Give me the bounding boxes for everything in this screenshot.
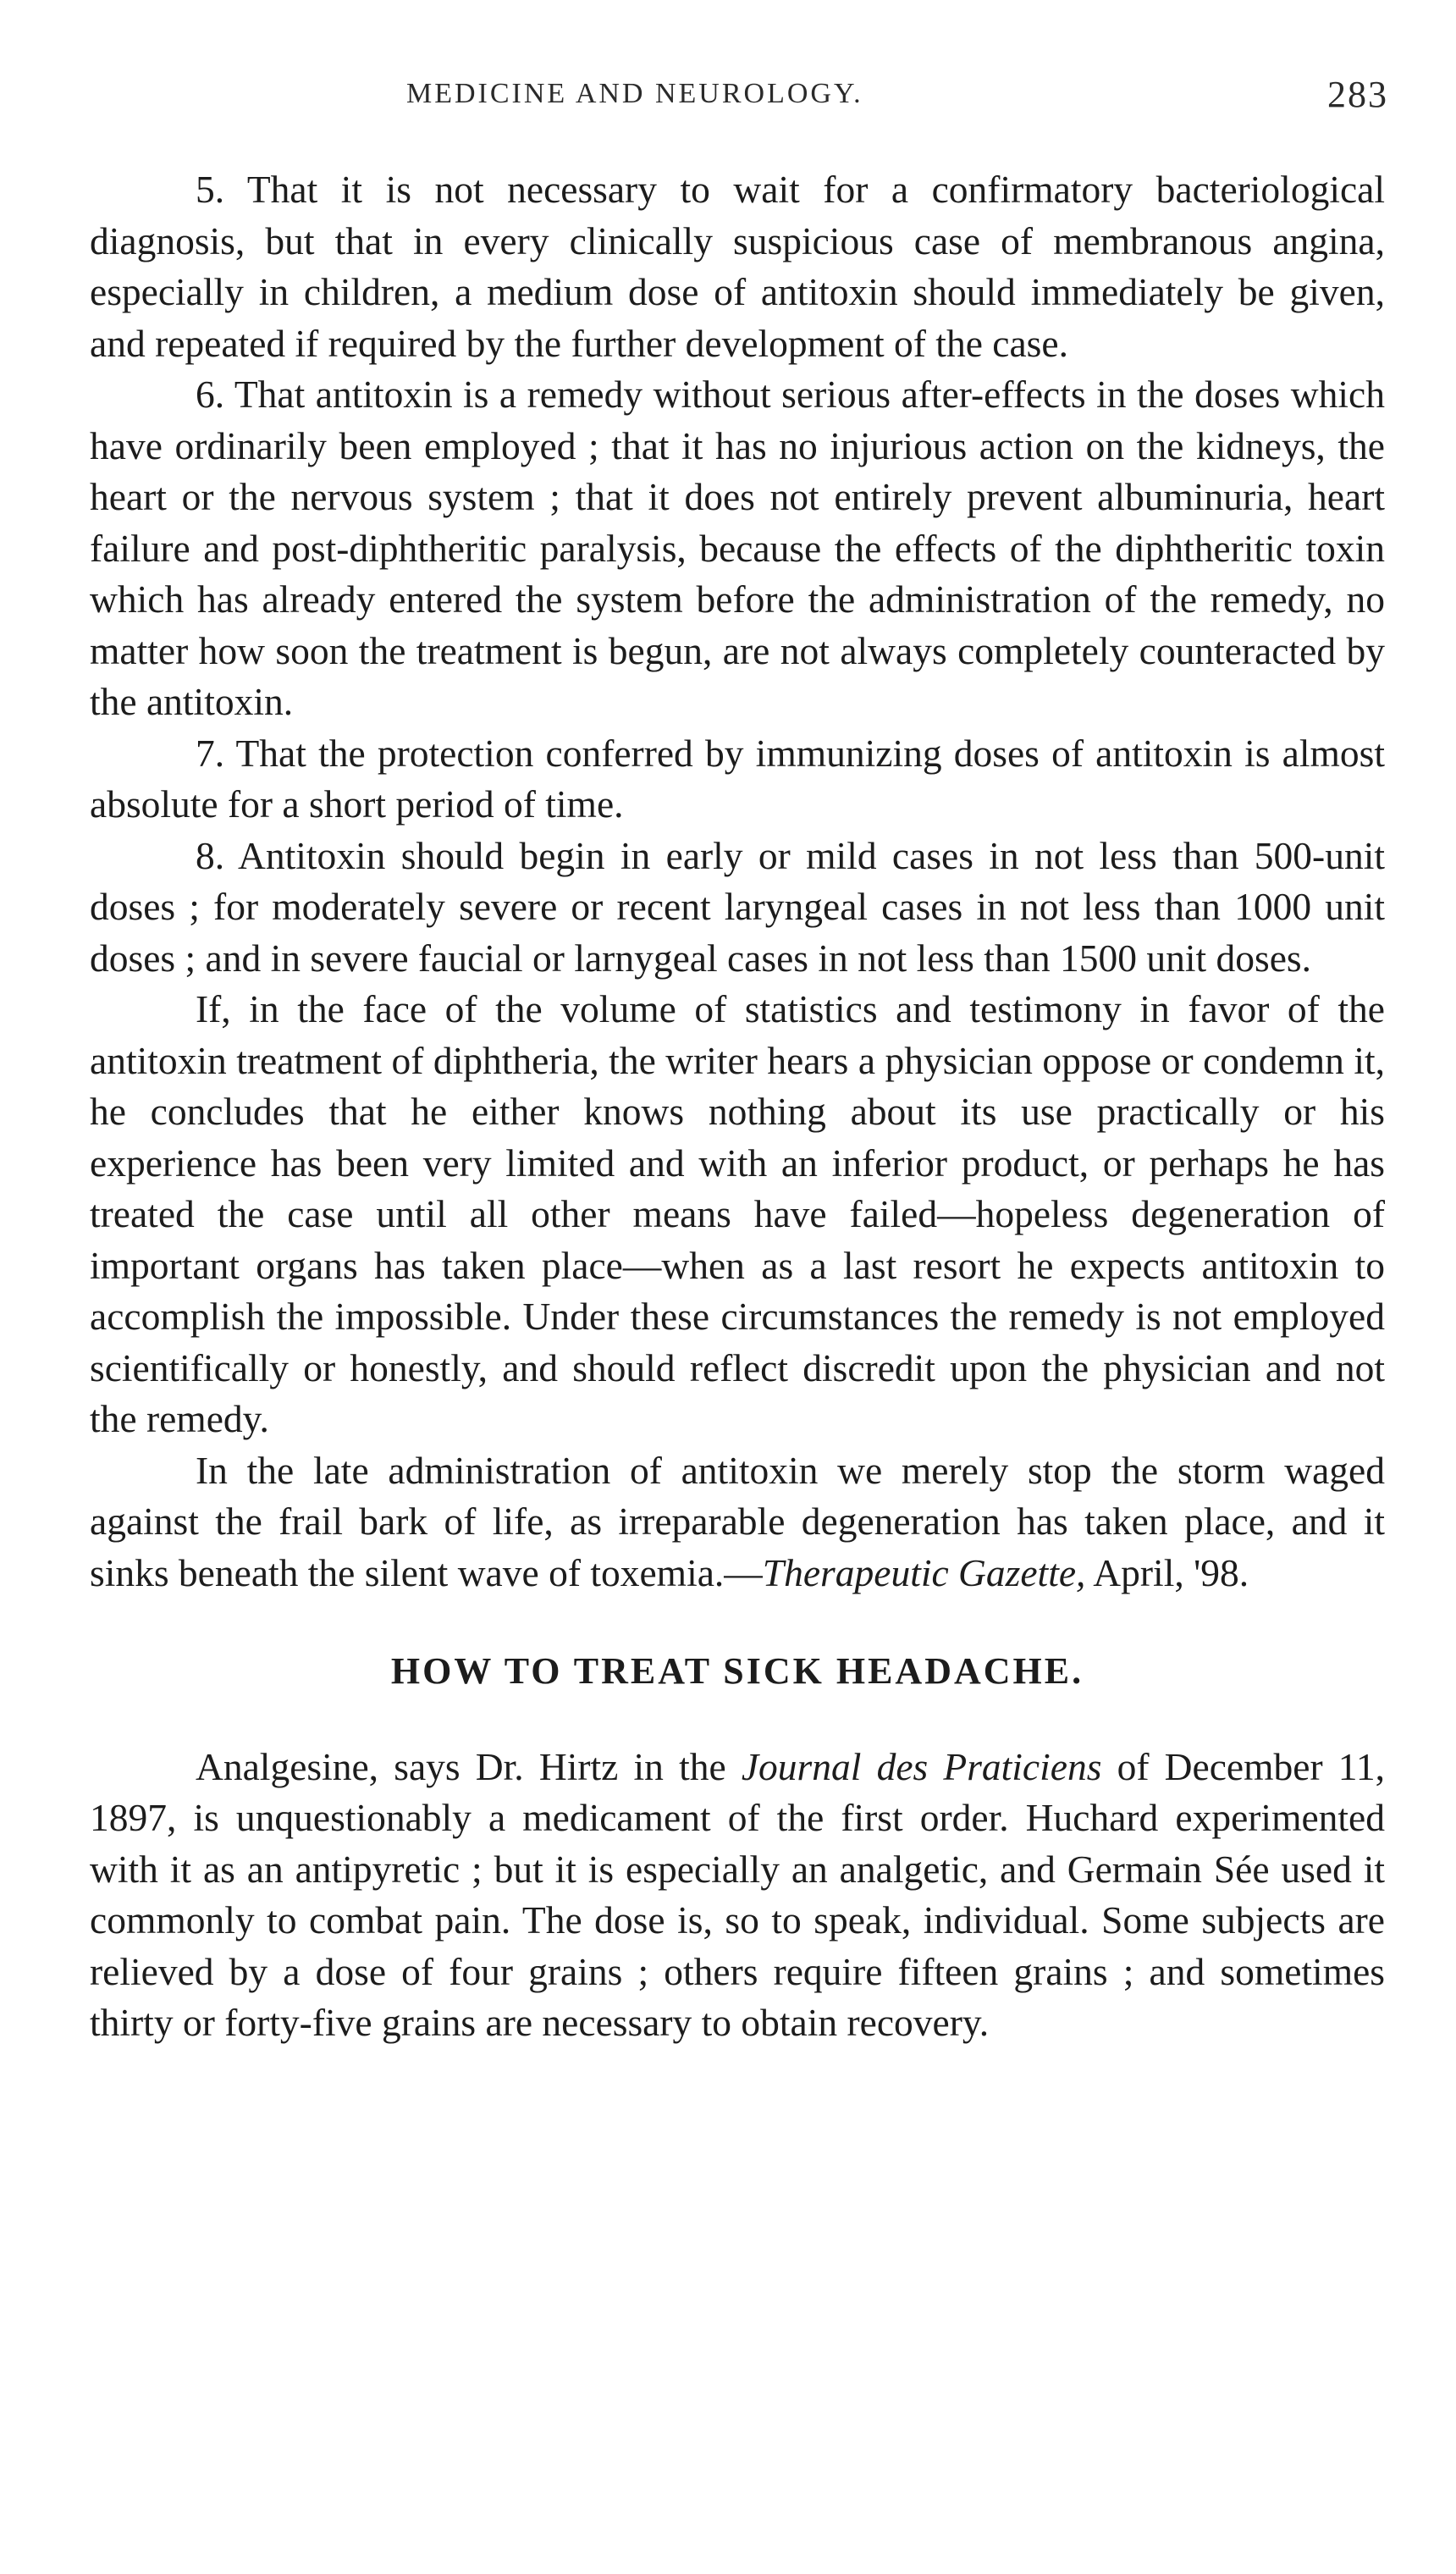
paragraph-item-8: 8. Antitoxin should begin in early or mild cases in not less than 500-unit doses ; for moderately severe or recent laryngeal cases in not less than 1000 unit doses ; and in severe faucial or larnygeal cases in not less than 1500 unit doses. <box>90 833 1385 980</box>
running-title: MEDICINE AND NEUROLOGY. <box>406 78 863 109</box>
paragraph-late-administration <box>90 1445 1385 1599</box>
paragraph-item-6: 6. That antitoxin is a remedy without serious after-effects in the doses which have ordinarily been employed ; that it has no injurious action on the kidneys, the heart or the nervous system ; that it does not entirely prevent albuminuria, heart failure and post-diphtheritic paralysis, because the effects of the diphtheritic toxin which has already entered the system before the administration of the remedy, no matter how soon the treatment is begun, are not always completely counteracted by the antitoxin. <box>90 373 1385 723</box>
paragraph-analgesine <box>90 1742 1385 2049</box>
section-heading: HOW TO TREAT SICK HEADACHE. <box>390 1650 1084 1692</box>
page-number: 283 <box>1327 74 1388 115</box>
body-text <box>90 164 1385 2049</box>
paragraph-item-5: 5. That it is not necessary to wait for a confirmatory bacteriological diagnosis, but that in every clinically suspicious case of membranous angina, especially in children, a medium dose of antitoxin should immediately be given, and repeated if required by the further development of the case. <box>90 168 1385 365</box>
citation-source: Therapeutic Gazette, <box>762 1550 1086 1594</box>
late-administration-text: In the late administration of antitoxin we merely stop the storm waged against the frail bark of life, as irreparable degeneration has taken place, and it sinks beneath the silent wave of toxemia.— <box>90 1448 1385 1594</box>
journal-title: Journal des Praticiens <box>741 1744 1102 1788</box>
paragraph-item-7: 7. That the protection conferred by immunizing doses of antitoxin is almost absolute for a short period of time. <box>90 731 1385 826</box>
paragraph-testimony: If, in the face of the volume of statistics and testimony in favor of the antitoxin treatment of diphtheria, the writer hears a physician oppose or condemn it, he concludes that he either knows nothing about its use practically or his experience has been very limited and with an inferior product, or perhaps he has treated the case until all other means have failed—hopeless degeneration of important organs has taken place—when as a last resort he expects antitoxin to accomplish the impossible. Under these circumstances the remedy is not employed scientifically or honestly, and should reflect discredit upon the physician and not the remedy. <box>90 987 1385 1440</box>
analgesine-body: of December 11, 1897, is unquestionably a medicament of the first order. Huchard experimented with it as an antipyretic ; but it is especially an analgetic, and Germain Sée used it commonly to combat pain. The dose is, so to speak, individual. Some subjects are relieved by a dose of four grains ; others require fifteen grains ; and sometimes thirty or forty-five grains are necessary to obtain recovery. <box>90 1744 1385 2044</box>
analgesine-intro: Analgesine, says Dr. Hirtz in the <box>196 1744 742 1788</box>
running-head <box>85 74 1388 120</box>
citation-date: April, '98. <box>1085 1550 1249 1594</box>
